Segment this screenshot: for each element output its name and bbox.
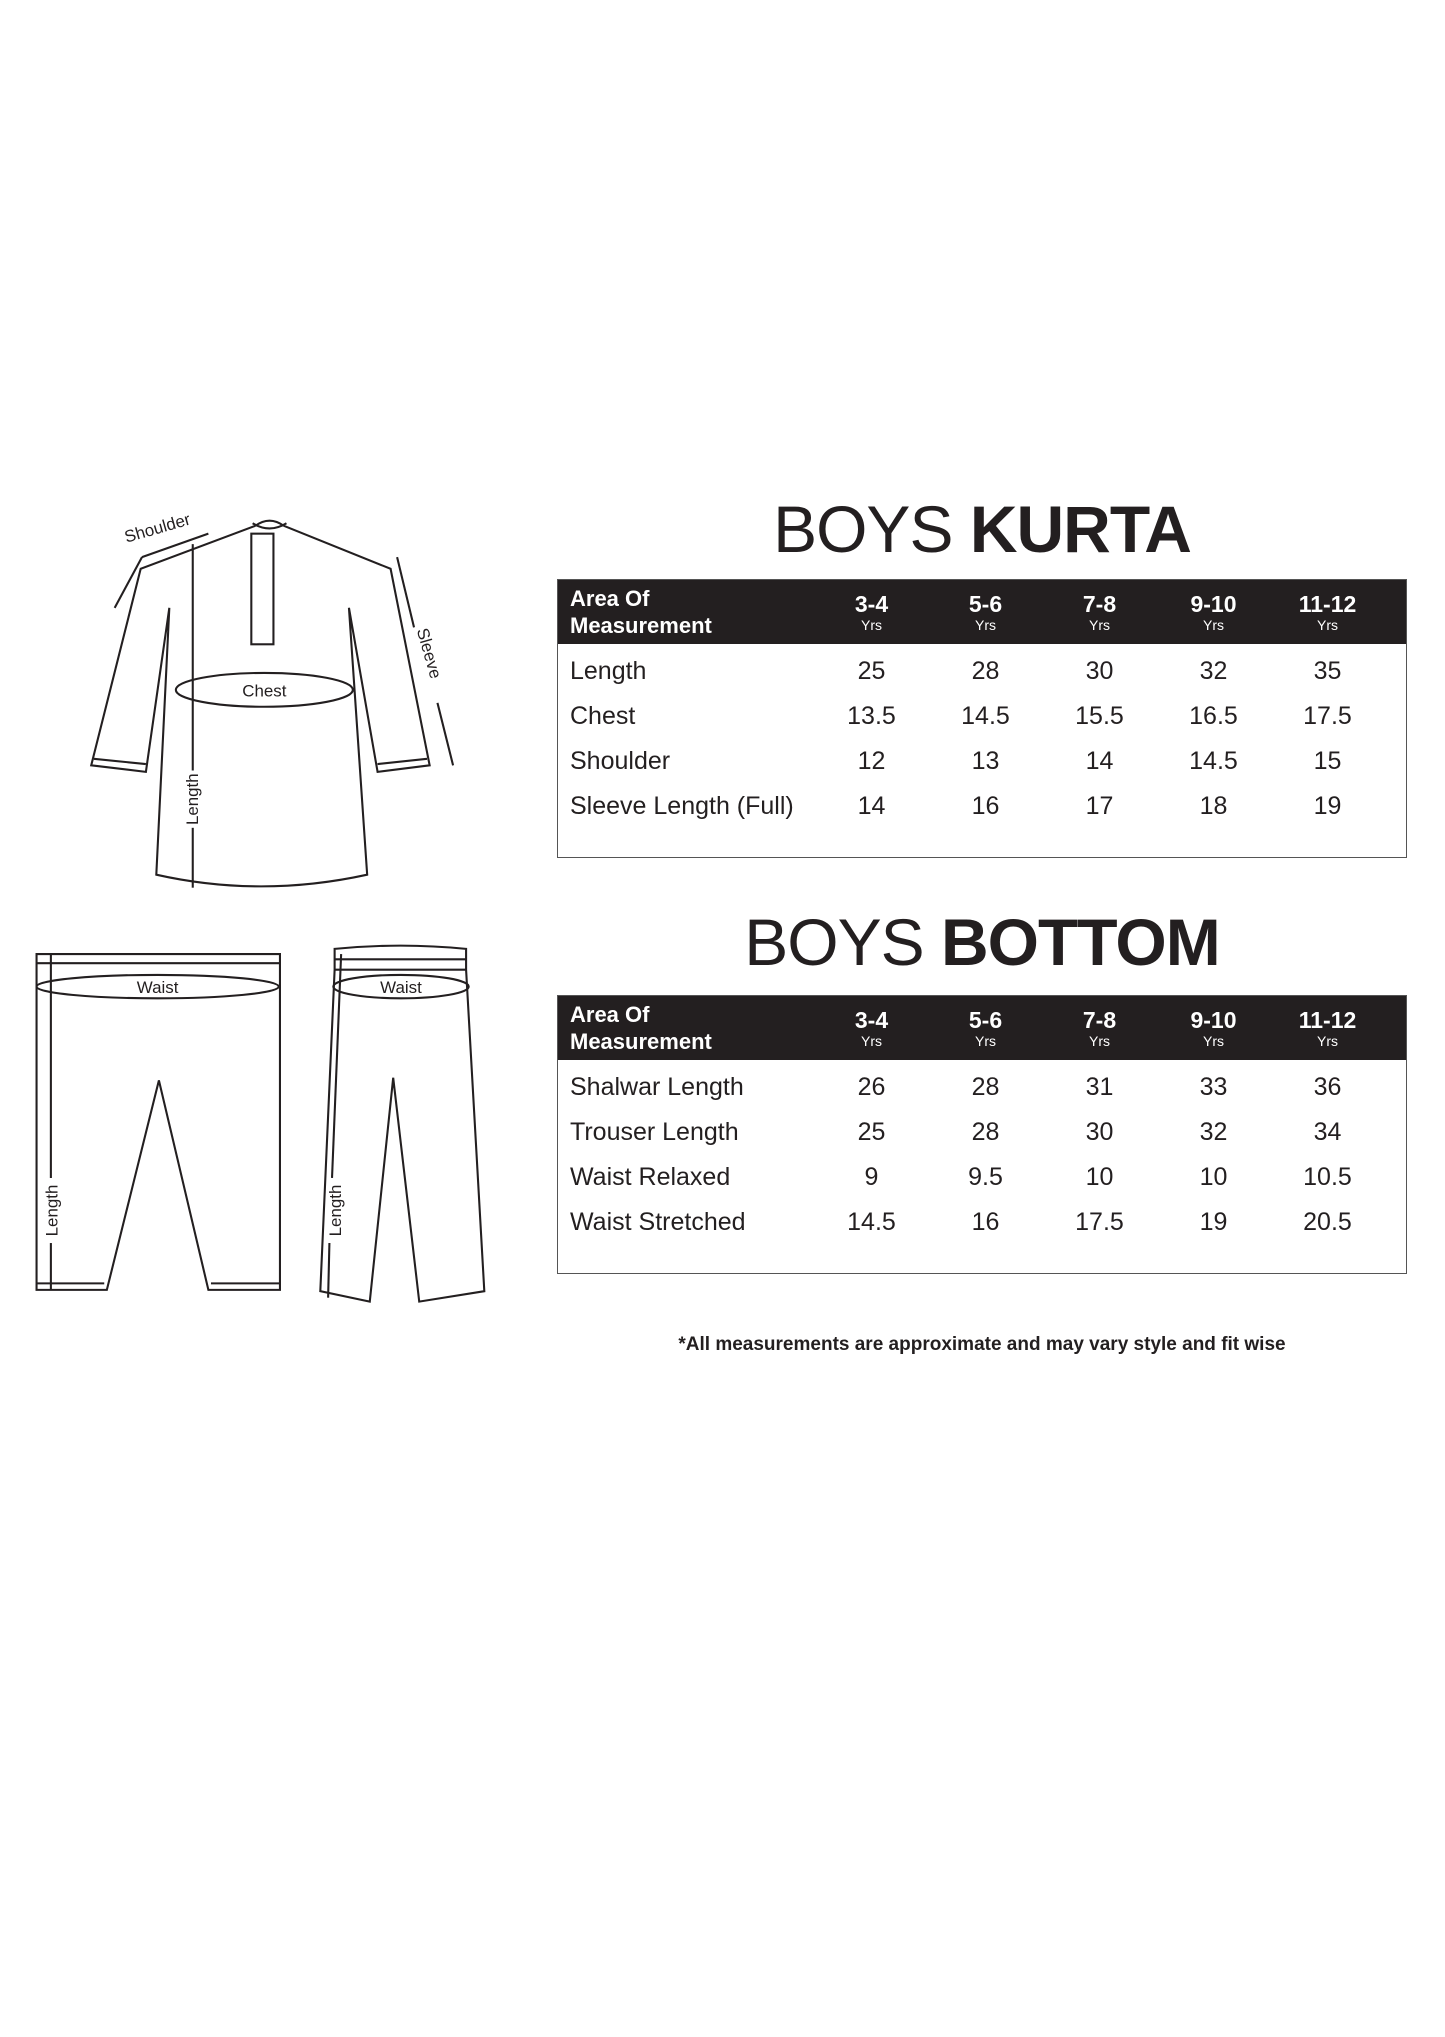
measurement-value: 15.5 [1075, 702, 1124, 730]
measurement-value: 9.5 [968, 1163, 1003, 1191]
size-unit: Yrs [861, 616, 882, 633]
measurement-value: 33 [1199, 1073, 1228, 1101]
trouser-length-label: Length [326, 1184, 346, 1237]
size-header [1271, 996, 1385, 1061]
measurement-value: 25 [857, 1118, 886, 1146]
size-header [815, 580, 929, 645]
measurement-label: Waist Relaxed [570, 1163, 731, 1191]
measurement-label: Waist Stretched [570, 1208, 746, 1236]
measurement-value: 32 [1199, 657, 1228, 685]
size-header [929, 996, 1043, 1061]
measurement-value: 30 [1085, 657, 1114, 685]
size-unit: Yrs [1317, 1032, 1338, 1049]
area-header-line2: Measurement [570, 1029, 712, 1054]
size-unit: Yrs [1089, 616, 1110, 633]
measurement-value: 16 [971, 792, 1000, 820]
size-range: 9-10 [1190, 590, 1237, 617]
measurement-label: Chest [570, 702, 636, 730]
table-row [558, 649, 1407, 694]
shalwar-length-label: Length [42, 1184, 62, 1237]
table-row [558, 1110, 1407, 1155]
measurement-value: 14.5 [847, 1208, 896, 1236]
size-header [1157, 996, 1271, 1061]
bottom-size-table [557, 995, 1407, 1274]
size-unit: Yrs [861, 1032, 882, 1049]
size-unit: Yrs [1089, 1032, 1110, 1049]
bottom-title-light: BOYS [744, 905, 924, 979]
size-range: 3-4 [854, 1006, 889, 1033]
size-range: 11-12 [1298, 590, 1357, 617]
measurement-value: 14.5 [1189, 747, 1238, 775]
measurement-value: 30 [1085, 1118, 1114, 1146]
measurement-label: Sleeve Length (Full) [570, 792, 794, 820]
kurta-title-bold: KURTA [969, 492, 1191, 566]
measurement-value: 36 [1313, 1073, 1342, 1101]
measurement-value: 14.5 [961, 702, 1010, 730]
kurta-length-label: Length [182, 773, 202, 826]
measurement-value: 34 [1313, 1118, 1342, 1146]
kurta-diagram [91, 510, 453, 888]
size-range: 5-6 [968, 1006, 1003, 1033]
size-unit: Yrs [975, 1032, 996, 1049]
measurement-value: 12 [857, 747, 886, 775]
shalwar-diagram [37, 954, 280, 1290]
size-range: 11-12 [1298, 1006, 1357, 1033]
shalwar-waist-label: Waist [136, 978, 179, 998]
bottom-title [557, 905, 1407, 979]
area-header-line1: Area Of [570, 586, 650, 611]
measurement-label: Trouser Length [570, 1118, 739, 1146]
area-header [558, 996, 815, 1061]
size-header [929, 580, 1043, 645]
table-row [558, 1065, 1407, 1110]
measurement-value: 13 [971, 747, 1000, 775]
measurement-label: Shoulder [570, 747, 671, 775]
measurement-value: 16 [971, 1208, 1000, 1236]
measurement-value: 16.5 [1189, 702, 1238, 730]
measurement-value: 19 [1199, 1208, 1228, 1236]
size-range: 7-8 [1082, 1006, 1117, 1033]
measurement-value: 25 [857, 657, 886, 685]
measurement-value: 14 [857, 792, 886, 820]
measurement-label: Length [570, 657, 647, 685]
size-unit: Yrs [975, 616, 996, 633]
measurement-value: 17.5 [1303, 702, 1352, 730]
measurement-value: 17.5 [1075, 1208, 1124, 1236]
bottom-title-bold: BOTTOM [940, 905, 1220, 979]
measurement-value: 20.5 [1303, 1208, 1352, 1236]
area-header-line1: Area Of [570, 1002, 650, 1027]
table-row [558, 694, 1407, 739]
size-header [1157, 580, 1271, 645]
chest-label: Chest [242, 681, 287, 701]
table-row [558, 739, 1407, 784]
measurement-value: 10 [1199, 1163, 1228, 1191]
measurement-value: 19 [1313, 792, 1342, 820]
measurement-label: Shalwar Length [570, 1073, 744, 1101]
measurement-value: 17 [1085, 792, 1114, 820]
size-header [1043, 580, 1157, 645]
measurement-value: 28 [971, 1073, 1000, 1101]
kurta-size-table [557, 579, 1407, 858]
shoulder-label: Shoulder [122, 509, 193, 547]
table-header-row [558, 996, 1407, 1061]
size-range: 9-10 [1190, 1006, 1237, 1033]
size-range: 3-4 [854, 590, 889, 617]
size-header [1043, 996, 1157, 1061]
table-header-row [558, 580, 1407, 645]
size-unit: Yrs [1317, 616, 1338, 633]
footnote: *All measurements are approximate and may vary style and fit wise [678, 1334, 1286, 1355]
size-unit: Yrs [1203, 616, 1224, 633]
measurement-value: 31 [1085, 1073, 1114, 1101]
measurement-value: 28 [971, 1118, 1000, 1146]
table-row [558, 1155, 1407, 1200]
measurement-value: 13.5 [847, 702, 896, 730]
measurement-value: 35 [1313, 657, 1342, 685]
table-row [558, 784, 1407, 829]
measurement-value: 26 [857, 1073, 886, 1101]
trouser-waist-label: Waist [380, 978, 422, 998]
area-header-line2: Measurement [570, 613, 712, 638]
size-unit: Yrs [1203, 1032, 1224, 1049]
measurement-value: 10 [1085, 1163, 1114, 1191]
measurement-value: 14 [1085, 747, 1114, 775]
kurta-title [557, 492, 1407, 566]
measurement-value: 15 [1313, 747, 1342, 775]
area-header [558, 580, 815, 645]
measurement-value: 9 [864, 1163, 879, 1191]
measurement-value: 18 [1199, 792, 1228, 820]
trouser-diagram [320, 946, 484, 1302]
size-header [815, 996, 929, 1061]
sleeve-label: Sleeve [412, 625, 446, 681]
measurement-value: 28 [971, 657, 1000, 685]
size-range: 7-8 [1082, 590, 1117, 617]
size-header [1271, 580, 1385, 645]
table-row [558, 1200, 1407, 1245]
measurement-value: 32 [1199, 1118, 1228, 1146]
kurta-title-light: BOYS [773, 492, 953, 566]
size-range: 5-6 [968, 590, 1003, 617]
measurement-value: 10.5 [1303, 1163, 1352, 1191]
